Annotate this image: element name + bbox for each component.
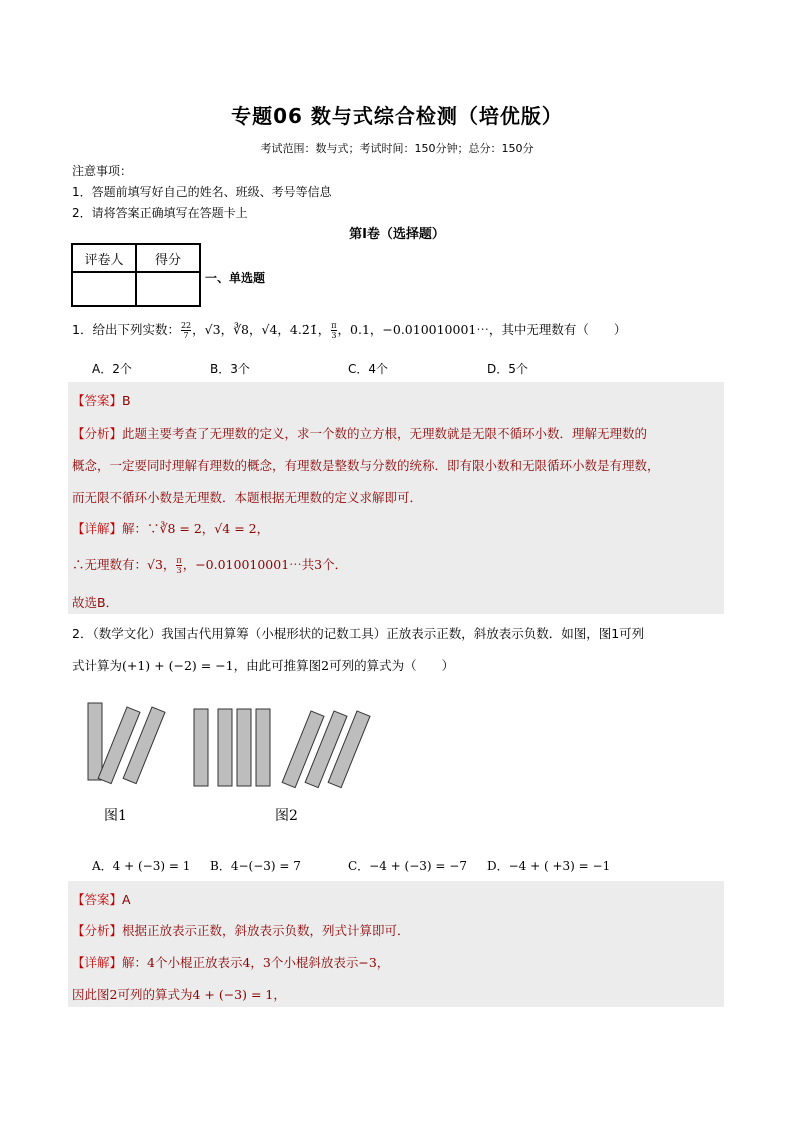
document-title: 专题06 数与式综合检测（培优版） — [231, 104, 563, 128]
question-1-list-b: ，0.1，−0.010010001⋯，其中无理数有（ ） — [337, 322, 627, 337]
score-header: 得分 — [136, 244, 200, 272]
q2-detail-line: 因此图2可列的算式为4 + (−3) = 1， — [72, 987, 286, 1002]
q2-option-d[interactable]: D．−4 + ( +3) = −1 — [487, 859, 611, 873]
volume-title: 第Ⅰ卷（选择题） — [349, 227, 445, 242]
question-1-prefix: 1．给出下列实数： — [72, 322, 180, 337]
figure-2-label: 图2 — [275, 808, 298, 824]
q2-analysis: 【分析】根据正放表示正数，斜放表示负数，列式计算即可． — [72, 923, 410, 938]
q2-answer: 【答案】A — [72, 892, 131, 907]
q1-option-d[interactable]: D．5个 — [487, 362, 528, 376]
section-title: 一、单选题 — [205, 271, 266, 285]
question-2-line: 式计算为(+1) + (−2) = −1，由此可推算图2可列的算式为（ ） — [72, 658, 455, 673]
notice-item: 1．答题前填写好自己的姓名、班级、考号等信息 — [72, 185, 332, 199]
upright-rod — [256, 709, 270, 786]
detail-tag: 【详解】 — [72, 521, 123, 536]
figure-2-rods — [194, 709, 370, 788]
analysis-tag: 【分析】 — [72, 426, 123, 441]
q1-analysis-line: 【分析】此题主要考查了无理数的定义，求一个数的立方根，无理数就是无限不循环小数．理解无理数的 — [72, 426, 648, 441]
q1-conclusion: 故选B． — [72, 595, 119, 610]
counting-rods-figure — [80, 695, 380, 795]
detail-tag: 【详解】 — [72, 955, 123, 970]
q1-option-a[interactable]: A．2个 — [92, 362, 132, 376]
analysis-tag: 【分析】 — [72, 923, 123, 938]
fraction-22-7: $\frac{22}{7}$ — [180, 321, 192, 340]
q1-detail-line: 【详解】解：∵∛8 = 2，√4 = 2， — [72, 521, 270, 536]
q2-detail-line: 【详解】解：4个小棍正放表示4，3个小棍斜放表示−3， — [72, 955, 390, 970]
fraction-pi-3: $\frac{\pi}{3}$ — [176, 556, 182, 575]
grader-cell — [72, 272, 136, 306]
fraction-pi-3: $\frac{\pi}{3}$ — [331, 321, 337, 340]
answer-tag: 【答案】 — [72, 393, 123, 408]
grader-table — [71, 243, 201, 307]
score-cell — [136, 272, 200, 306]
q1-detail-line: ∴无理数有：√3， $\frac{\pi}{3}$ ，−0.010010001⋯共3个． — [72, 556, 348, 575]
question-2-line: 2．（数学文化）我国古代用算筹（小棍形状的记数工具）正放表示正数，斜放表示负数．如图，图1可列 — [72, 626, 645, 641]
question-1 — [72, 320, 626, 340]
upright-rod — [237, 709, 251, 786]
upright-rod — [218, 709, 232, 786]
q1-option-b[interactable]: B．3个 — [210, 362, 250, 376]
q1-option-c[interactable]: C．4个 — [348, 362, 389, 376]
question-1-list-a: ，√3，∛8，√4，4.2̇1̇， — [192, 322, 331, 337]
q2-option-c[interactable]: C．−4 + (−3) = −7 — [348, 859, 467, 873]
figure-1-rods — [88, 703, 165, 784]
upright-rod — [88, 703, 102, 780]
q1-analysis-line: 而无限不循环小数是无理数．本题根据无理数的定义求解即可． — [72, 490, 423, 505]
answer-tag: 【答案】 — [72, 892, 123, 907]
q2-option-b[interactable]: B．4−(−3) = 7 — [210, 859, 301, 873]
grader-header: 评卷人 — [72, 244, 136, 272]
notice-item: 2．请将答案正确填写在答题卡上 — [72, 206, 248, 220]
notice-heading: 注意事项： — [72, 164, 133, 178]
q1-answer: 【答案】B — [72, 393, 131, 408]
q2-option-a[interactable]: A．4 + (−3) = 1 — [92, 859, 191, 873]
upright-rod — [194, 709, 208, 786]
figure-1-label: 图1 — [104, 808, 127, 824]
q1-analysis-line: 概念，一定要同时理解有理数的概念，有理数是整数与分数的统称．即有限小数和无限循环小数是有理数， — [72, 458, 660, 473]
exam-info: 考试范围：数与式；考试时间：150分钟；总分：150分 — [260, 142, 534, 155]
